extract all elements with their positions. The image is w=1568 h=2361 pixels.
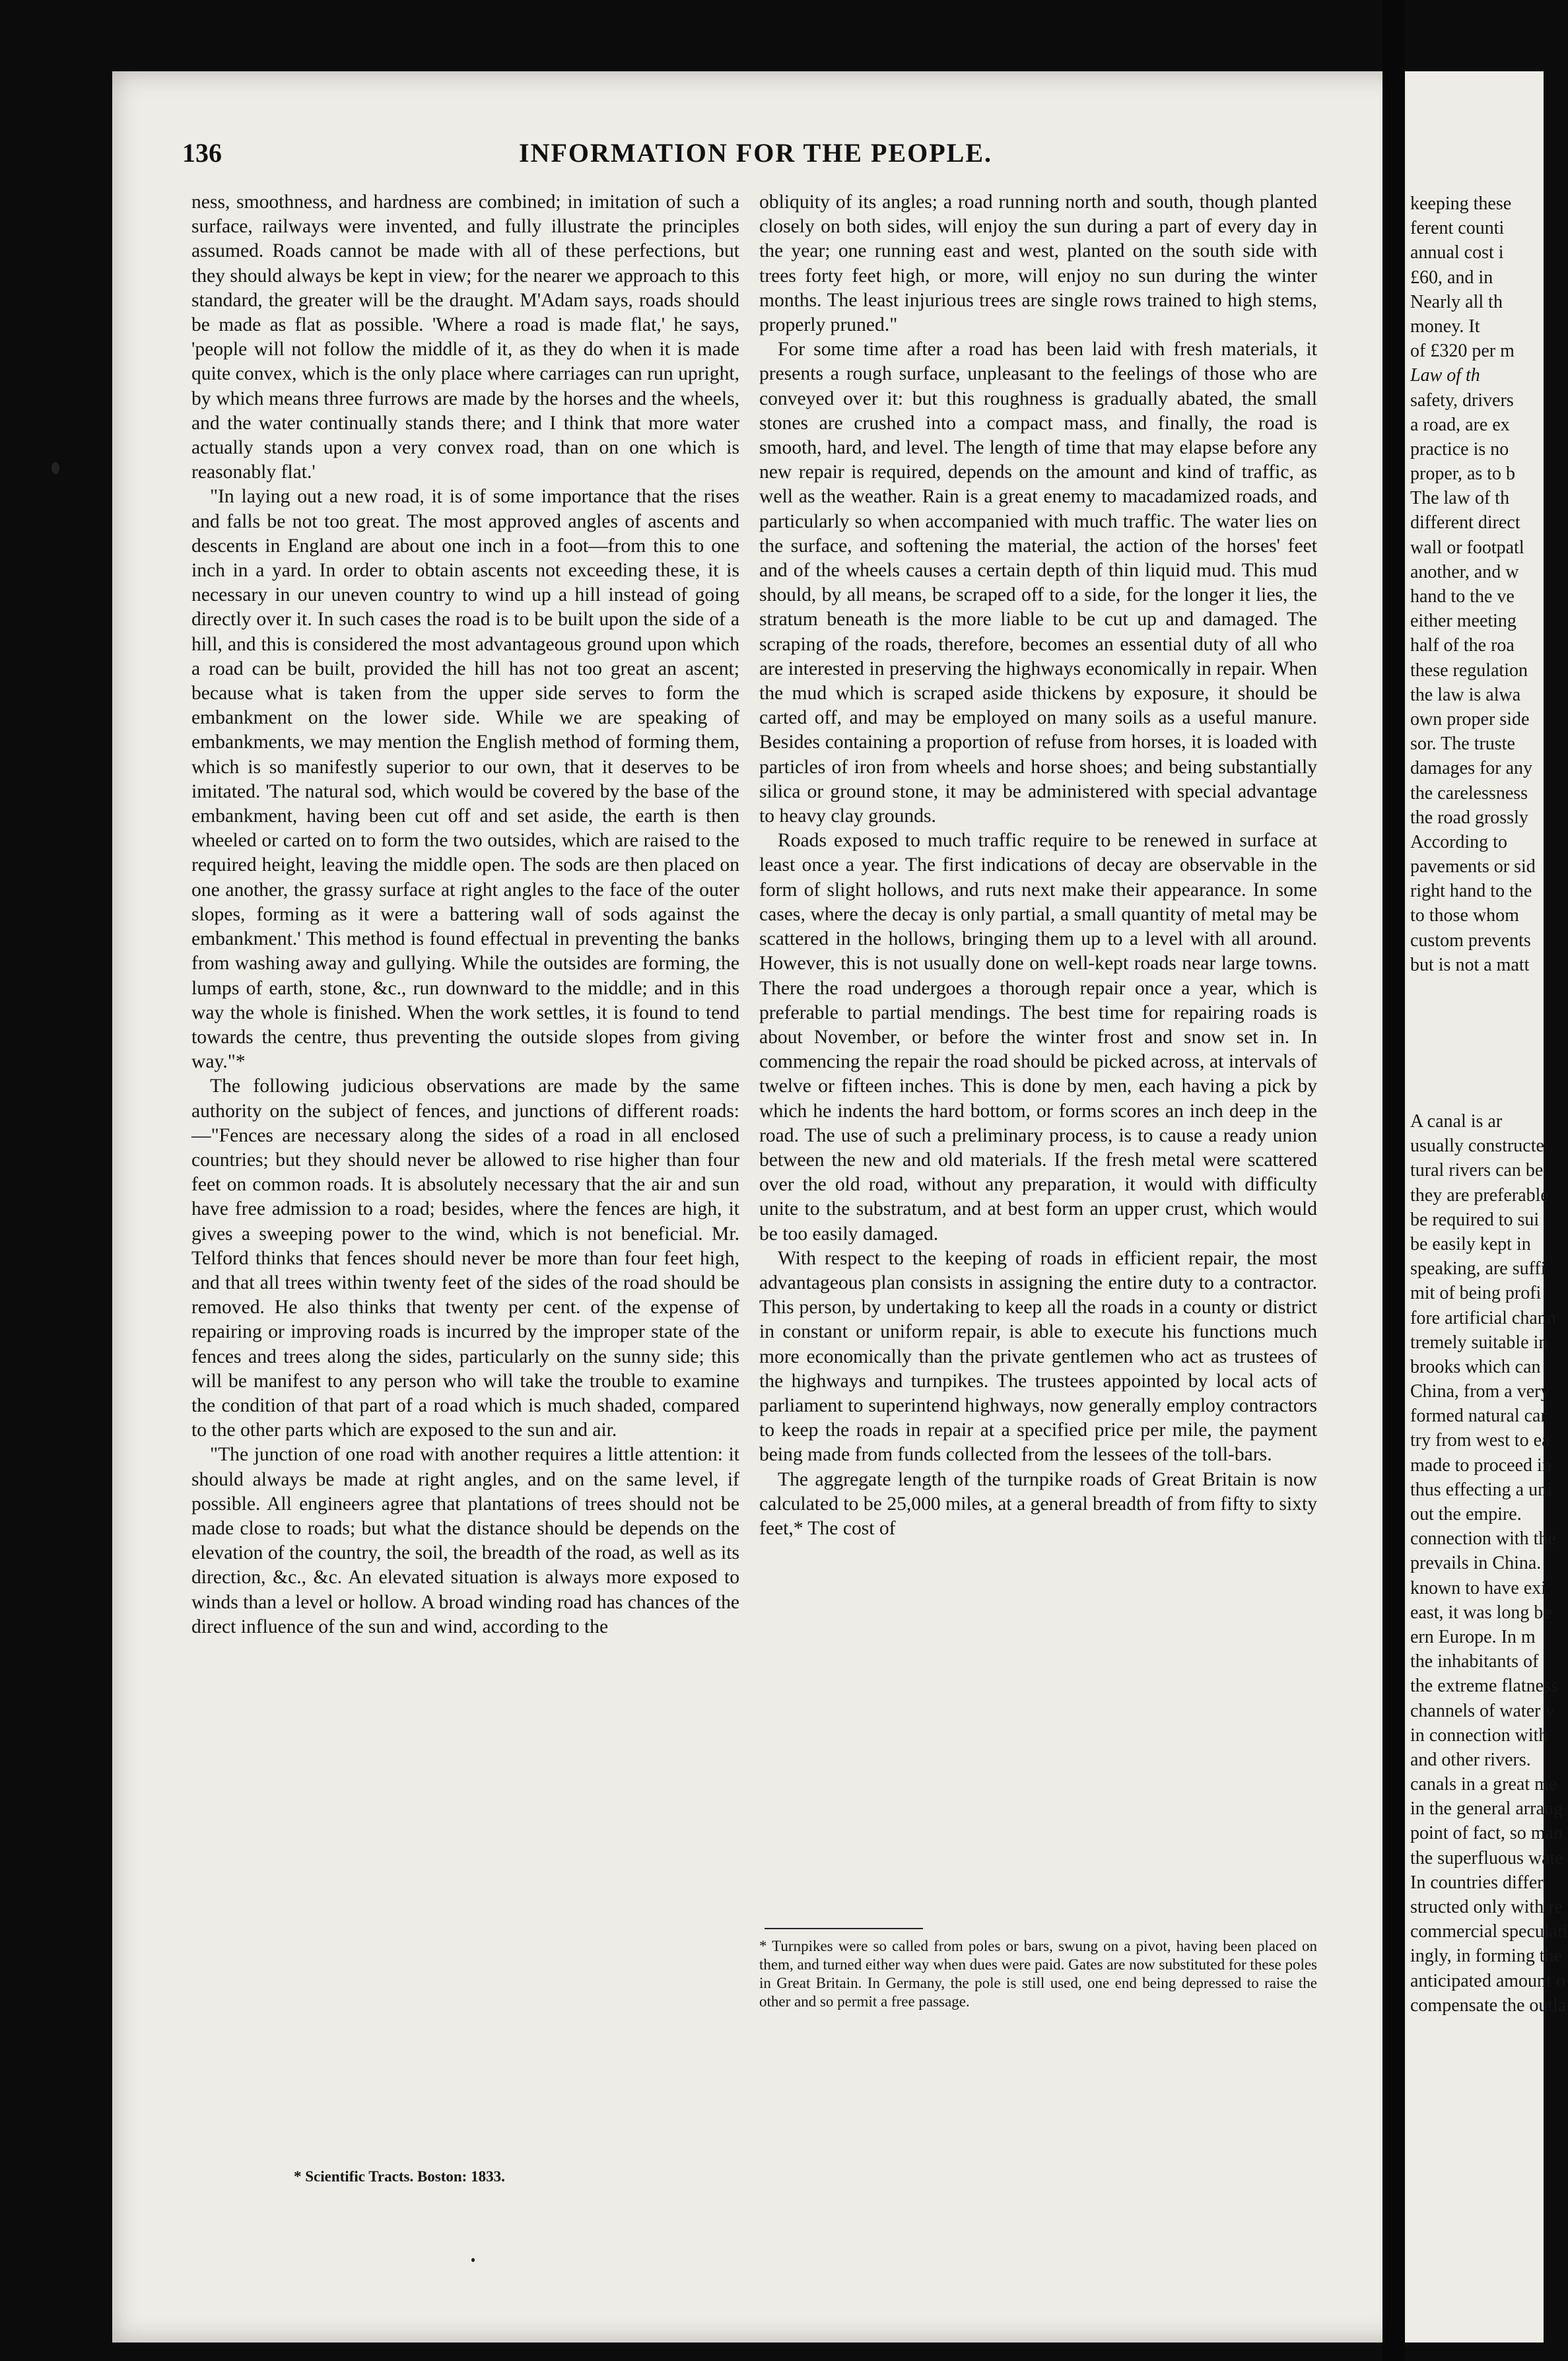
facing-line: different direct <box>1410 512 1520 533</box>
facing-line: ern Europe. In m <box>1410 1626 1536 1647</box>
facing-line: east, it was long be <box>1410 1602 1551 1623</box>
section-gap <box>1410 977 1549 1109</box>
facing-line: The law of th <box>1410 488 1510 509</box>
page-header <box>182 137 1384 177</box>
facing-line: known to have exi <box>1410 1577 1547 1598</box>
facing-line: wall or footpatl <box>1410 537 1524 558</box>
facing-line: the law is alwa <box>1410 684 1521 705</box>
facing-line: mit of being profi <box>1410 1283 1542 1304</box>
facing-line: point of fact, so man <box>1410 1823 1563 1844</box>
paragraph: Roads exposed to much traffic require to be renewed in surface at least once a year. The first indications of decay are observable in the form of slight hollows, and ruts next make their appearance. In some cases, where the decay is only partial, a small quantity of metal may be scattered in the hollows, bringing them up to a level with all around. However, this is not usually done on well-kept roads near large towns. There the road undergoes a thorough repair once a year, which is preferable to partial mendings. The best time for repairing roads is about November, or before the winter frost and snow set in. In commencing the repair the road should be picked across, at intervals of twelve or fifteen inches. This is done by men, each having a pick by which he indents the hard bottom, or forms scores an inch deep in the road. The use of such a preliminary process, is to cause a ready union between the new and old materials. If the fresh metal were scattered over the old road, without any preparation, it would with difficulty unite to the substratum, and at best form an upper crust, which would be too easily damaged. <box>759 830 1317 1245</box>
ink-speck <box>51 462 59 474</box>
paragraph: ness, smoothness, and hardness are combined; in imitation of such a surface, railways were invented, and fully illustrate the principles assumed. Roads cannot be made with all of these perfections, but they should always be kept in view; for the nearer we approach to this standard, the greater will be the draught. M'Adam says, roads should be made as flat as possible. 'Where a road is made flat,' he says, 'people will not follow the middle of it, as they do when it is made quite convex, which is the only place where carriages can run upright, by which means three furrows are made by the horses and the wheels, and the water continually stands there; and I think that more water actually stands upon a very convex road, than on one which is reasonably flat.' <box>191 191 739 483</box>
paragraph: The following judicious observations are made by the same authority on the subject of fences, and junctions of different roads:—"Fences are necessary along the sides of a road in all enclosed countries; but they should never be allowed to rise higher than four feet on common roads. It is absolutely necessary that the air and sun have free admission to a road; besides, where the fences are high, it gives a sweeping power to the wind, which is not beneficial. Mr. Telford thinks that fences should never be more than four feet high, and that all trees within twenty feet of the sides of the road should be removed. He also thinks that twenty per cent. of the expense of repairing or improving roads is incurred by the improper state of the fences and trees along the sides, particularly on the sunny side; this will be manifest to any person who will take the trouble to examine the condition of that part of a road which is much shaded, compared to the other parts which are exposed to the sun and air. <box>191 1076 739 1441</box>
facing-line: sor. The truste <box>1410 734 1515 755</box>
facing-line: tural rivers can be <box>1410 1160 1544 1181</box>
facing-line: formed natural car <box>1410 1406 1547 1427</box>
facing-line: the superfluous wate <box>1410 1847 1563 1868</box>
facing-line: to those whom <box>1410 905 1519 926</box>
facing-line: fore artificial chann <box>1410 1307 1556 1328</box>
facing-line: a road, are ex <box>1410 414 1510 435</box>
facing-line: China, from a very <box>1410 1381 1550 1402</box>
facing-line: canals in a great me <box>1410 1774 1557 1795</box>
facing-line: made to proceed in <box>1410 1454 1551 1476</box>
facing-line: practice is no <box>1410 438 1509 460</box>
facing-line: damages for any <box>1410 758 1533 779</box>
facing-line: commercial speculati <box>1410 1921 1568 1942</box>
facing-line: brooks which can <box>1410 1356 1541 1377</box>
facing-line: proper, as to b <box>1410 463 1516 485</box>
facing-line: structed only with re <box>1410 1897 1563 1917</box>
facing-line: A canal is ar <box>1410 1111 1503 1132</box>
facing-line: In countries differ <box>1410 1872 1544 1893</box>
facing-line: the carelessness <box>1410 782 1528 804</box>
facing-line: but is not a matt <box>1410 954 1530 975</box>
facing-line: According to <box>1410 831 1507 852</box>
facing-line: hand to the ve <box>1410 586 1515 607</box>
footnote-rule <box>765 1928 923 1929</box>
page-number: 136 <box>182 138 222 168</box>
right-column <box>759 190 1317 1911</box>
facing-line: connection with the <box>1410 1528 1556 1550</box>
facing-line: half of the roa <box>1410 635 1515 656</box>
facing-line: be easily kept in <box>1410 1233 1531 1254</box>
facing-line: right hand to the <box>1410 881 1532 902</box>
facing-line: channels of water v <box>1410 1700 1555 1721</box>
facing-line: pavements or sid <box>1410 856 1536 877</box>
facing-line: out the empire. <box>1410 1504 1522 1524</box>
facing-line: anticipated amount o <box>1410 1970 1565 1991</box>
running-title: INFORMATION FOR THE PEOPLE. <box>519 138 993 168</box>
citation-footnote: * Scientific Tracts. Boston: 1833. <box>294 2168 505 2185</box>
book-gutter <box>1382 0 1405 2361</box>
facing-line: ingly, in forming the <box>1410 1946 1562 1967</box>
facing-line: annual cost i <box>1410 242 1504 263</box>
facing-line: another, and w <box>1410 561 1519 582</box>
facing-line: be required to sui <box>1410 1209 1540 1230</box>
footnote: * Turnpikes were so called from poles or bars, swung on a pivot, having been placed on them, and turned either way when dues were paid. Gates are now substituted for these poles in Great Britain. In Germany, the pole is still used, one end being depressed to raise the other and so permit a free passage. <box>759 1938 1317 2010</box>
facing-line: usually constructe <box>1410 1136 1544 1157</box>
facing-line: compensate the outla <box>1410 1995 1567 2016</box>
facing-line: these regulation <box>1410 660 1528 681</box>
facing-line: prevails in China. <box>1410 1553 1542 1574</box>
facing-line: of £320 per m <box>1410 341 1515 362</box>
facing-line: the inhabitants of <box>1410 1651 1539 1672</box>
paragraph: "In laying out a new road, it is of some importance that the rises and falls be not too great. The most approved angles of ascents and descents in England are about one inch in a foot—from this to one inch in a yard. In order to obtain ascents not exceeding these, it is necessary in our uneven country to wind up a hill instead of going directly over it. In such cases the road is to be built upon the side of a hill, and this is considered the most advantageous ground upon which a road can be built, provided the hill has not too great an ascent; because what is taken from the upper side serves to form the embankment on the lower side. While we are speaking of embankments, we may mention the English method of forming them, which is so manifestly superior to our own, that it deserves to be imitated. 'The natural sod, which would be covered by the base of the embankment, having been cut off and set aside, the earth is then wheeled or carted on to form the two outsides, which are raised to the required height, leaving the middle open. The sods are then placed on one another, the grassy surface at right angles to the face of the outer slopes, forming as it were a battering wall of sods against the embankment.' This method is found effectual in preventing the banks from washing away and gullying. While the outsides are forming, the lumps of earth, stone, &c., run downward to the middle; and in this way the whole is finished. When the work settles, it is found to tend towards the centre, thus preventing the outside slopes from giving way."* <box>191 486 739 1073</box>
paragraph: "The junction of one road with another requires a little attention: it should always be made at right angles, and on the same level, if possible. All engineers agree that plantations of trees should not be made close to roads; but what the distance should be depends on the elevation of the country, the soil, the breadth of the road, as well as its direction, &c., &c. An elevated situation is always more exposed to winds than a level or hollow. A broad winding road has chances of the direct influence of the sun and wind, according to the <box>191 1444 739 1637</box>
left-column <box>191 190 739 2142</box>
facing-line: they are preferable <box>1410 1184 1549 1206</box>
facing-line: thus effecting a uni <box>1410 1479 1552 1500</box>
facing-line: try from west to ea <box>1410 1430 1550 1451</box>
facing-line: Nearly all th <box>1410 291 1503 312</box>
paragraph: obliquity of its angles; a road running north and south, though planted closely on both sides, will enjoy the sun during a part of every day in the year; one running east and west, planted on the south side with trees forty feet high, or more, will enjoy no sun during the winter months. The least injurious trees are single rows trained to high stems, properly pruned." <box>759 191 1317 336</box>
facing-line: the extreme flatness <box>1410 1676 1558 1697</box>
facing-line: £60, and in <box>1410 267 1493 288</box>
paragraph: The aggregate length of the turnpike roads of Great Britain is now calculated to be 25,000 miles, at a general breadth of from fifty to sixty feet,* The cost of <box>759 1468 1317 1539</box>
facing-line: money. It <box>1410 316 1480 337</box>
facing-line: in connection with <box>1410 1725 1548 1746</box>
facing-line: custom prevents <box>1410 930 1531 951</box>
facing-line: ferent counti <box>1410 218 1505 239</box>
facing-line: in the general arrang <box>1410 1798 1563 1820</box>
facing-line: speaking, are suffi <box>1410 1258 1546 1280</box>
facing-line: Law of th <box>1410 365 1480 386</box>
facing-line: safety, drivers <box>1410 390 1514 411</box>
facing-line: keeping these <box>1410 193 1512 214</box>
facing-line: and other rivers. <box>1410 1749 1531 1770</box>
facing-line: either meeting <box>1410 611 1517 632</box>
ink-speck <box>471 2258 475 2262</box>
facing-page-text <box>1410 191 1568 2018</box>
paragraph: For some time after a road has been laid with fresh materials, it presents a rough surface, unpleasant to the feelings of those who are conveyed over it: but this roughness is gradually abated, the small stones are crushed into a compact mass, and finally, the road is smooth, hard, and level. The length of time that may elapse before any new repair is required, depends on the amount and kind of traffic, as well as the weather. Rain is a great enemy to macadamized roads, and particularly so when accompanied with much traffic. The water lies on the surface, and softening the material, the action of the horses' feet and of the wheels causes a certain depth of thin liquid mud. This mud should, by all means, be scraped off to a side, for the longer it lies, the stratum beneath is the more liable to be cut up and damaged. The scraping of the roads, therefore, becomes an essential duty of all who are interested in preserving the highways economically in repair. When the mud which is scraped aside thickens by exposure, it should be carted off, and may be employed on many soils as a useful manure. Besides containing a proportion of refuse from horses, it is loaded with particles of iron from wheels and horse shoes; and being substantially silica or ground stone, it may be administered with special advantage to heavy clay grounds. <box>759 339 1317 827</box>
facing-line: the road grossly <box>1410 807 1528 828</box>
facing-line: tremely suitable in <box>1410 1332 1548 1353</box>
paragraph: With respect to the keeping of roads in efficient repair, the most advantageous plan consists in assigning the entire duty to a contractor. This person, by undertaking to keep all the roads in a county or district in constant or uniform repair, is able to execute his functions much more economically than the private gentlemen who act as trustees of the highways and turnpikes. The trustees appointed by local acts of parliament to superintend highways, now generally employ contractors to keep the roads in repair at a specified price per mile, the payment being made from funds collected from the lessees of the toll-bars. <box>759 1247 1317 1466</box>
facing-line: own proper side <box>1410 708 1530 730</box>
